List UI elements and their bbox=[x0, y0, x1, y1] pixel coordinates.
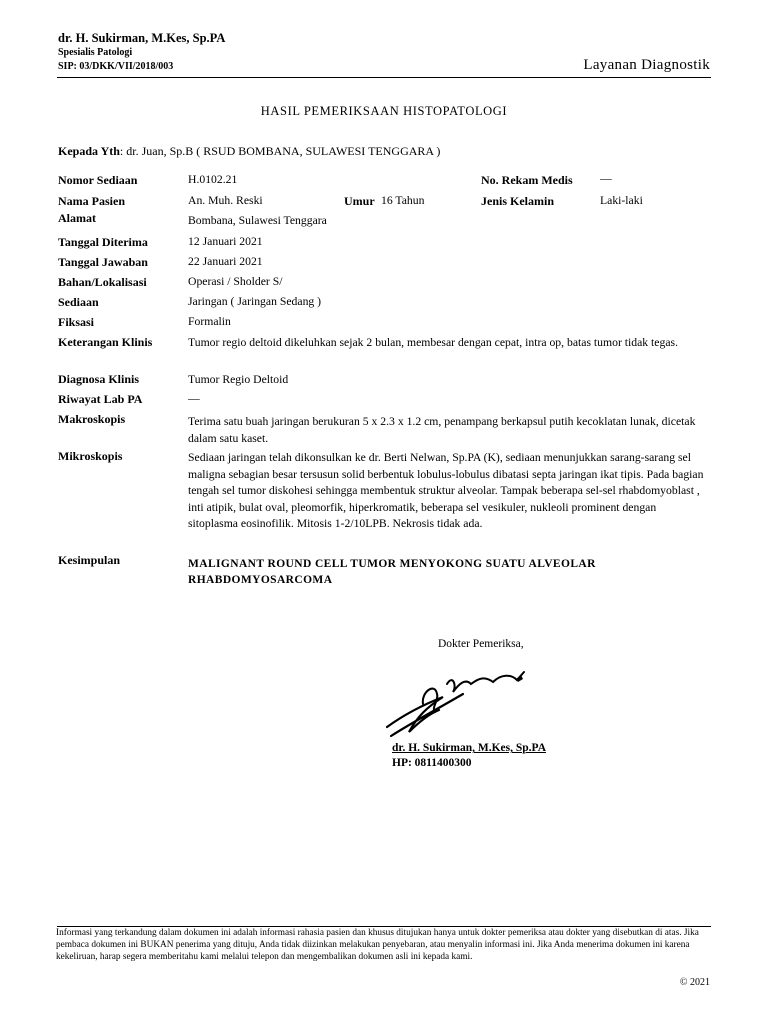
confidentiality-disclaimer: Informasi yang terkandung dalam dokumen ini adalah informasi rahasia pasien dan khusus ditujukan hanya untuk dokter pemeriksa atau dokter yang disebutkan di atas. Jika pembaca dokumen ini BUKAN penerima yang dituju, Anda tidak diizinkan melakukan penyebaran, atau menyalin informasi ini. Jika Anda menerima dokumen ini karena kekeliruan, harap segera memberitahu kami melalui telepon dan mengembalikan dokumen asli ini kepada kami. bbox=[56, 928, 699, 962]
value-nomor-sediaan: H.0102.21 bbox=[188, 173, 238, 186]
value-keterangan-klinis: Tumor regio deltoid dikeluhkan sejak 2 bulan, membesar dengan cepat, intra op, batas tumor tidak tegas. bbox=[188, 336, 678, 349]
handwritten-signature bbox=[383, 664, 533, 744]
header-divider bbox=[57, 77, 711, 78]
kepada-line bbox=[58, 144, 440, 159]
label-kesimpulan: Kesimpulan bbox=[58, 553, 121, 567]
kepada-label: Kepada Yth bbox=[58, 144, 120, 158]
value-makroskopis: Terima satu buah jaringan berukuran 5 x 2.3 x 1.2 cm, penampang berkapsul putih kecoklatan lunak, dicetak dalam satu kaset. bbox=[188, 415, 696, 445]
copyright-notice: © 2021 bbox=[679, 977, 710, 988]
value-kesimpulan: MALIGNANT ROUND CELL TUMOR MENYOKONG SUATU ALVEOLAR RHABDOMYOSARCOMA bbox=[188, 558, 596, 586]
signatory-name: dr. H. Sukirman, M.Kes, Sp.PA bbox=[392, 742, 546, 754]
label-alamat: Alamat bbox=[58, 211, 96, 225]
label-jenis-kelamin: Jenis Kelamin bbox=[481, 194, 555, 208]
label-tanggal-jawaban: Tanggal Jawaban bbox=[58, 255, 148, 269]
label-sediaan: Sediaan bbox=[58, 295, 99, 309]
doctor-specialty: Spesialis Patologi bbox=[58, 47, 133, 58]
report-title: HASIL PEMERIKSAAN HISTOPATOLOGI bbox=[260, 104, 508, 118]
label-umur: Umur bbox=[344, 194, 375, 208]
label-tanggal-diterima: Tanggal Diterima bbox=[58, 235, 148, 249]
value-sediaan: Jaringan ( Jaringan Sedang ) bbox=[188, 295, 322, 308]
value-mikroskopis: Sediaan jaringan telah dikonsulkan ke dr. Berti Nelwan, Sp.PA (K), sediaan menunjukkan sarang-sarang sel maligna sebagian besar tersusun solid berbentuk lobulus-lobulus dibatasi septa jaringan ikat tipis. Pada bagian tengah sel tumor diskohesi sehingga membentuk struktur alveolar. Tampak beberapa sel-sel rhabdomyoblast , inti atipik, bulat oval, pleomorfik, hiperkromatik, beberapa sel vesikuler, nukleoli prominent dengan sitoplasma eosinofilik. Mitosis 1-2/10LPB. Nekrosis tidak ada. bbox=[188, 451, 704, 530]
label-riwayat-lab-pa: Riwayat Lab PA bbox=[58, 392, 143, 406]
doctor-sip: SIP: 03/DKK/VII/2018/003 bbox=[58, 61, 174, 72]
value-diagnosa-klinis: Tumor Regio Deltoid bbox=[188, 373, 289, 386]
value-jenis-kelamin: Laki-laki bbox=[600, 194, 643, 207]
label-diagnosa-klinis: Diagnosa Klinis bbox=[58, 372, 140, 386]
value-tanggal-jawaban: 22 Januari 2021 bbox=[188, 255, 263, 268]
doctor-name: dr. H. Sukirman, M.Kes, Sp.PA bbox=[58, 31, 226, 45]
label-bahan-lokalisasi: Bahan/Lokalisasi bbox=[58, 275, 147, 289]
label-keterangan-klinis: Keterangan Klinis bbox=[58, 335, 153, 349]
value-rekam-medis: — bbox=[600, 172, 612, 185]
value-bahan-lokalisasi: Operasi / Sholder S/ bbox=[188, 275, 283, 288]
service-name: Layanan Diagnostik bbox=[583, 57, 710, 73]
label-makroskopis: Makroskopis bbox=[58, 412, 126, 426]
value-nama-pasien: An. Muh. Reski bbox=[188, 194, 263, 207]
dokter-pemeriksa-label: Dokter Pemeriksa, bbox=[438, 638, 524, 650]
label-mikroskopis: Mikroskopis bbox=[58, 449, 123, 463]
label-rekam-medis: No. Rekam Medis bbox=[481, 173, 573, 187]
value-umur: 16 Tahun bbox=[381, 194, 425, 207]
label-nomor-sediaan: Nomor Sediaan bbox=[58, 173, 138, 187]
value-alamat: Bombana, Sulawesi Tenggara bbox=[188, 214, 327, 227]
value-fiksasi: Formalin bbox=[188, 315, 231, 328]
label-nama-pasien: Nama Pasien bbox=[58, 194, 125, 208]
label-fiksasi: Fiksasi bbox=[58, 315, 95, 329]
signatory-phone: HP: 0811400300 bbox=[392, 757, 472, 769]
kepada-value: : dr. Juan, Sp.B ( RSUD BOMBANA, SULAWESI TENGGARA ) bbox=[119, 144, 441, 158]
value-tanggal-diterima: 12 Januari 2021 bbox=[188, 235, 263, 248]
footer-divider bbox=[57, 926, 711, 927]
value-riwayat-lab-pa: — bbox=[188, 392, 200, 405]
